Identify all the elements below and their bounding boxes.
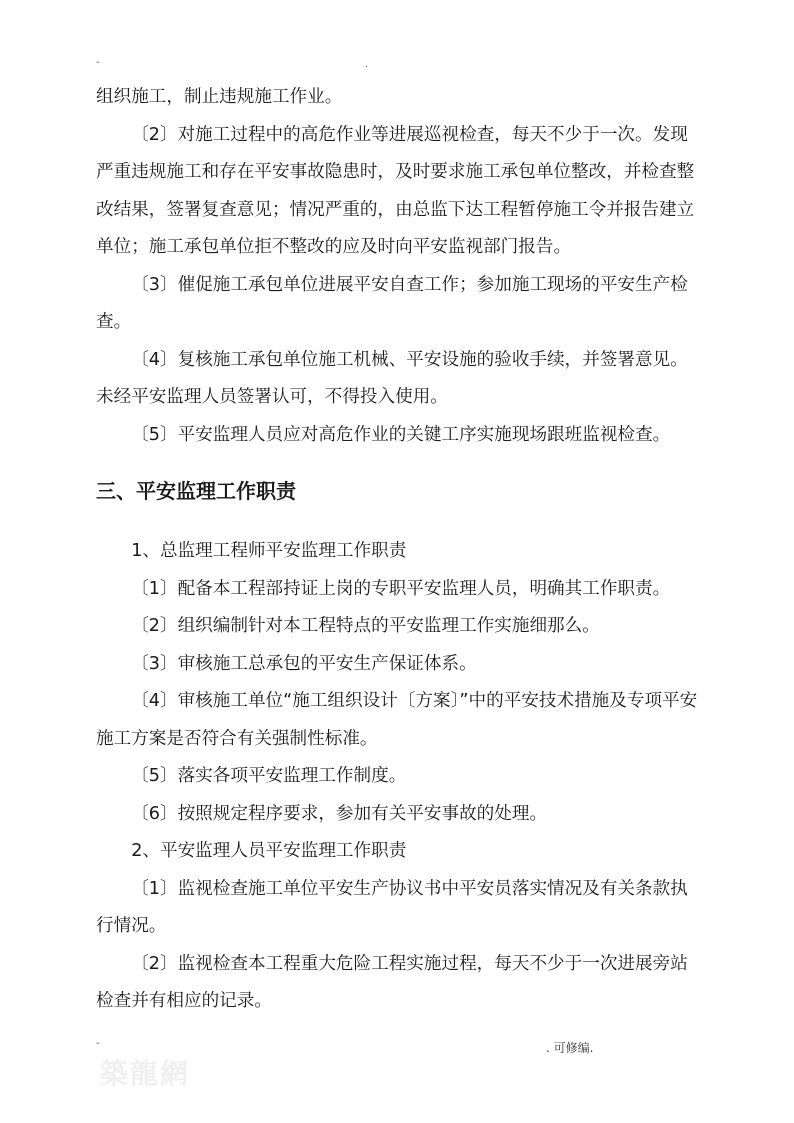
paragraph-continuation: 组织施工，制止违规施工作业。 bbox=[96, 87, 343, 107]
paragraph-item-5: 〔5〕平安监理人员应对高危作业的关键工序实施现场跟班监视检查。 bbox=[131, 424, 671, 445]
subsection-1-item: 〔5〕落实各项平安监理工作制度。 bbox=[131, 766, 407, 786]
document-body bbox=[96, 79, 704, 1021]
paragraph-item-2: 〔2〕对施工过程中的高危作业等进展巡视检查，每天不少于一次。发现严重违规施工和存在平安事故隐患时，及时要求施工承包单位整改，并检查整改结果，签署复查意见；情况严重的，由总监下达工程暂停施工令并报告建立单位；施工承包单位拒不整改的应及时向平安监视部门报告。 bbox=[96, 124, 695, 257]
section-heading: 三、平安监理工作职责 bbox=[96, 479, 296, 503]
subsection-1-item: 〔2〕组织编制针对本工程特点的平安监理工作实施细那么。 bbox=[131, 616, 600, 636]
watermark-logo: 築龍網 bbox=[100, 1057, 191, 1090]
paragraph-item-3: 〔3〕催促施工承包单位进展平安自查工作；参加施工现场的平安生产检查。 bbox=[96, 274, 688, 332]
subsection-2-title: 2、平安监理人员平安监理工作职责 bbox=[131, 841, 407, 861]
paragraph-item-4: 〔4〕复核施工承包单位施工机械、平安设施的验收手续，并签署意见。未经平安监理人员签署认可，不得投入使用。 bbox=[96, 349, 688, 407]
header-left-mark: - bbox=[96, 57, 100, 68]
subsection-1-item: 〔3〕审核施工总承包的平安生产保证体系。 bbox=[131, 653, 477, 674]
footer-left-mark: - bbox=[96, 1038, 100, 1049]
subsection-1-item: 〔4〕审核施工单位“施工组织设计〔方案〕”中的平安技术措施及专项平安施工方案是否符合有关强制性标准。 bbox=[96, 691, 698, 749]
footer-editable-note: . 可修编. bbox=[546, 1041, 594, 1055]
subsection-2-item: 〔2〕监视检查本工程重大危险工程实施过程，每天不少于一次进展旁站检查并有相应的记录。 bbox=[96, 953, 688, 1011]
subsection-2-item: 〔1〕监视检查施工单位平安生产协议书中平安员落实情况及有关条款执行情况。 bbox=[96, 878, 688, 936]
subsection-1-item: 〔6〕按照规定程序要求，参加有关平安事故的处理。 bbox=[131, 803, 548, 824]
header-center-mark: . bbox=[365, 59, 369, 70]
subsection-1-item: 〔1〕配备本工程部持证上岗的专职平安监理人员，明确其工作职责。 bbox=[131, 578, 671, 599]
subsection-1-title: 1、总监理工程师平安监理工作职责 bbox=[131, 541, 407, 561]
